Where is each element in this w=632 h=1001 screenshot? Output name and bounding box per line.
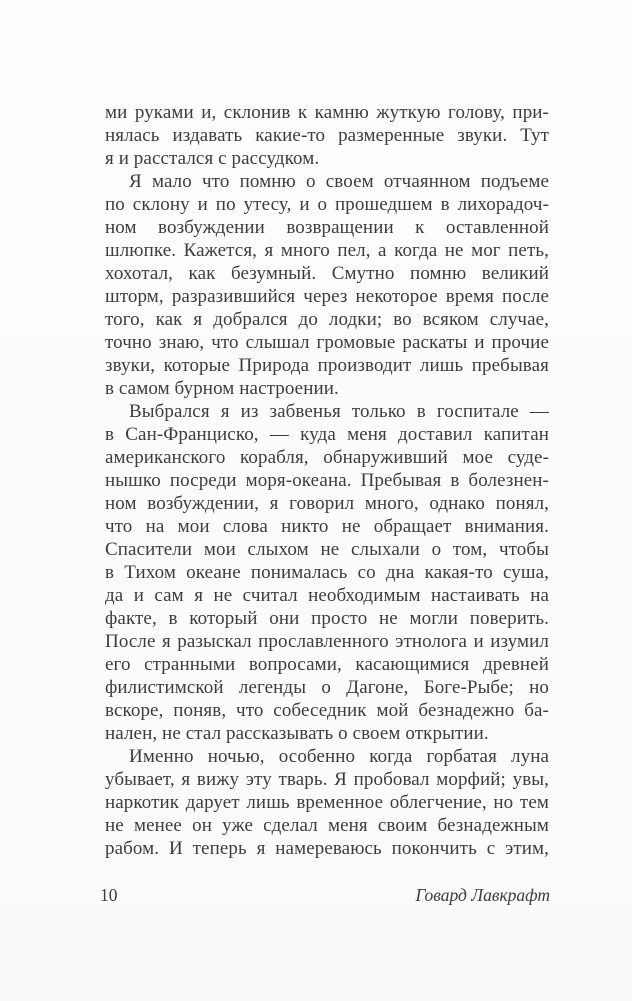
text-line: в Тихом океане понималась со дна какая-то суша, [105,562,549,583]
text-line: Именно ночью, особенно когда горбатая луна [129,746,549,767]
text-line: филистимской легенды о Дагоне, Боге-Рыбе; но [105,677,549,698]
text-line: того, как я добрался до лодки; во всяком случае, [105,309,549,330]
text-line: факте, в который они просто не могли поверить. [105,608,549,629]
text-line: точно знаю, что слышал громовые раскаты и прочие [105,332,549,353]
text-line: Спасители мои слыхом не слыхали о том, чтобы [105,539,549,560]
text-line: ми руками и, склонив к камню жуткую голову, при- [105,102,549,123]
text-line: хохотал, как безумный. Смутно помню великий [105,263,549,284]
text-line: в Сан-Франциско, — куда меня доставил капитан [105,424,549,445]
text-line: я и расстался с рассудком. [105,148,320,169]
page-text [105,101,549,860]
running-title: Говард Лавкрафт [415,885,550,905]
text-line: нышко посреди моря-океана. Пребывая в болезнен- [105,470,549,491]
text-line: рабом. И теперь я намереваюсь покончить с этим, [105,838,549,859]
text-line: После я разыскал прославленного этнолога и изумил [105,631,549,652]
page-footer [100,884,550,906]
page-number: 10 [100,885,118,905]
text-line: Я мало что помню о своем отчаянном подъеме [129,171,549,192]
text-line: не менее он уже сделал меня своим безнадежным [105,815,549,836]
text-line: его странными вопросами, касающимися древней [105,654,549,675]
text-line: да и сам я не считал необходимым настаивать на [105,585,549,606]
text-line: вскоре, поняв, что собеседник мой безнадежно ба- [105,700,549,721]
text-line: звуки, которые Природа производит лишь пребывая [105,355,549,376]
text-line: нален, не стал рассказывать о своем открытии. [105,723,489,744]
text-line: ном возбуждении, я говорил много, однако понял, [105,493,549,514]
text-line: американского корабля, обнаруживший мое суде- [105,447,549,468]
text-line: наркотик дарует лишь временное облегчение, но тем [105,792,549,813]
text-line: ном возбуждении возвращении к оставленной [105,217,549,238]
text-line: по склону и по утесу, и о прошедшем в лихорадоч- [105,194,549,215]
text-line: шторм, разразившийся через некоторое время после [105,286,549,307]
text-line: убывает, я вижу эту тварь. Я пробовал морфий; увы, [105,769,549,790]
text-line: что на мои слова никто не обращает внимания. [105,516,549,537]
text-line: Выбрался я из забвенья только в госпитале — [129,401,549,422]
text-line: нялась издавать какие-то размеренные звуки. Тут [105,125,549,146]
text-line: шлюпке. Кажется, я много пел, а когда не мог петь, [105,240,549,261]
text-line: в самом бурном настроении. [105,378,339,399]
